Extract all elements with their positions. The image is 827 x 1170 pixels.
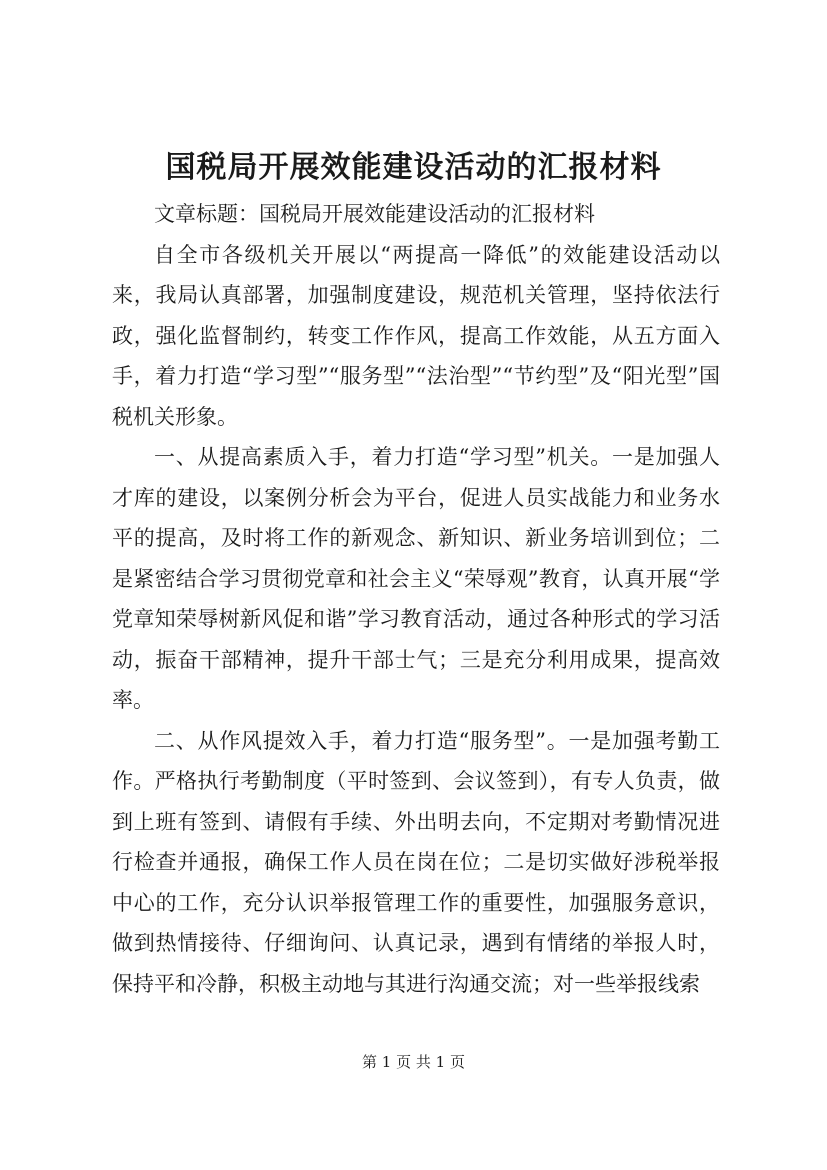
paragraph-section-two: 二、从作风提效入手，着力打造“服务型”。一是加强考勤工作。严格执行考勤制度（平时签到、会议签到），有专人负责，做到上班有签到、请假有手续、外出明去向，不定期对考勤情况进行检查并通报，确保工作人员在岗在位；二是切实做好涉税举报中心的工作，充分认识举报管理工作的重要性，加强服务意识，做到热情接待、仔细询问、认真记录，遇到有情绪的举报人时，保持平和冷静，积极主动地与其进行沟通交流；对一些举报线索: [112, 728, 720, 996]
paragraph-section-one: 一、从提高素质入手，着力打造“学习型”机关。一是加强人才库的建设，以案例分析会为平台，促进人员实战能力和业务水平的提高，及时将工作的新观念、新知识、新业务培训到位；二是紧密结合学习贯彻党章和社会主义“荣辱观”教育，认真开展“学党章知荣辱树新风促和谐”学习教育活动，通过各种形式的学习活动，振奋干部精神，提升干部士气；三是充分利用成果，提高效率。: [112, 445, 720, 712]
document-title: 国税局开展效能建设活动的汇报材料: [165, 150, 662, 185]
document-body: [112, 194, 720, 1004]
paragraph-intro: 自全市各级机关开展以“两提高一降低”的效能建设活动以来，我局认真部署，加强制度建设，规范机关管理，坚持依法行政，强化监督制约，转变工作作风，提高工作效能，从五方面入手，着力打造“学习型”“服务型”“法治型”“节约型”及“阳光型”国税机关形象。: [112, 242, 720, 429]
paragraph-article-title: 文章标题：国税局开展效能建设活动的汇报材料: [154, 202, 595, 226]
page-footer: 第 1 页 共 1 页: [362, 1053, 465, 1071]
